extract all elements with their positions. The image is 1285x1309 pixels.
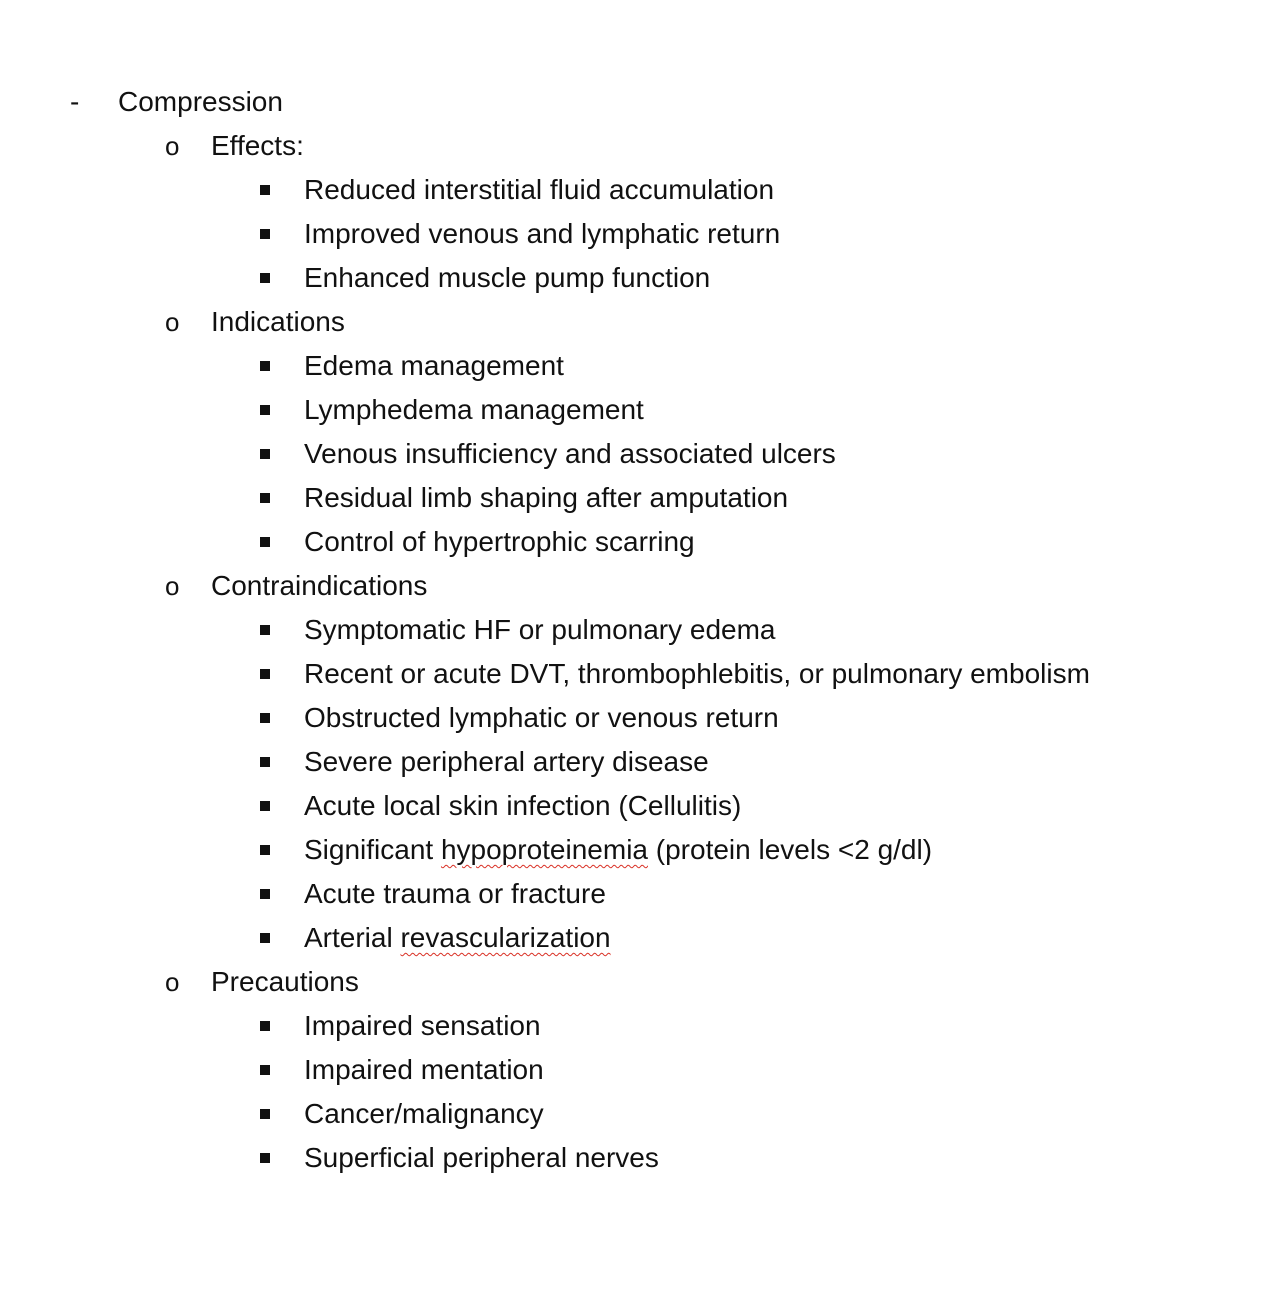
square-bullet-icon [260,669,270,679]
section-indications [0,300,1285,344]
list-item [0,872,1285,916]
list-item [0,476,1285,520]
section-title: Indications [211,306,345,337]
list-item [0,608,1285,652]
square-bullet-icon [260,801,270,811]
square-bullet-icon [260,757,270,767]
list-item [0,1136,1285,1180]
section-title: Effects: [211,130,304,161]
square-bullet-icon [260,1153,270,1163]
list-item [0,168,1285,212]
list-item-text: Venous insufficiency and associated ulcers [304,438,836,469]
circle-bullet: o [165,571,180,601]
misspelled-word[interactable]: hypoproteinemia [440,834,648,865]
list-item [0,388,1285,432]
list-item-text: Edema management [304,350,564,381]
circle-bullet: o [165,307,180,337]
circle-bullet: o [165,967,180,997]
list-item [0,212,1285,256]
list-item-text: Acute trauma or fracture [304,878,606,909]
heading-compression: Compression [118,86,283,117]
list-item-text: Enhanced muscle pump function [304,262,711,293]
list-item-text: Symptomatic HF or pulmonary edema [304,614,776,645]
list-item-text [304,828,932,872]
square-bullet-icon [260,537,270,547]
square-bullet-icon [260,361,270,371]
square-bullet-icon [260,713,270,723]
list-item-text: Superficial peripheral nerves [304,1142,659,1173]
square-bullet-icon [260,405,270,415]
list-item [0,652,1285,696]
list-item [0,1048,1285,1092]
list-item-text: Control of hypertrophic scarring [304,526,695,557]
misspelled-word[interactable]: revascularization [400,922,611,953]
list-item [0,1092,1285,1136]
list-item [0,740,1285,784]
circle-bullet: o [165,131,180,161]
square-bullet-icon [260,449,270,459]
list-item [0,784,1285,828]
square-bullet-icon [260,229,270,239]
list-item-text: Lymphedema management [304,394,644,425]
section-title: Precautions [211,966,359,997]
square-bullet-icon [260,933,270,943]
dash-bullet: - [70,86,80,117]
list-item [0,520,1285,564]
list-item [0,828,1285,872]
section-title: Contraindications [211,570,428,601]
list-item-text: Impaired sensation [304,1010,541,1041]
section-effects [0,124,1285,168]
section-contraindications [0,564,1285,608]
square-bullet-icon [260,1109,270,1119]
square-bullet-icon [260,493,270,503]
list-item [0,432,1285,476]
square-bullet-icon [260,1021,270,1031]
list-item [0,1004,1285,1048]
square-bullet-icon [260,889,270,899]
list-item [0,344,1285,388]
list-item [0,916,1285,960]
outline-level1-item [0,80,1285,124]
list-item [0,256,1285,300]
list-item-text: Obstructed lymphatic or venous return [304,702,779,733]
list-item-text: Severe peripheral artery disease [304,746,709,777]
list-item-text: Improved venous and lymphatic return [304,218,781,249]
square-bullet-icon [260,845,270,855]
list-item-text: Recent or acute DVT, thrombophlebitis, or pulmonary embolism [304,658,1090,689]
list-item-text: Reduced interstitial fluid accumulation [304,174,775,205]
list-item [0,696,1285,740]
document-page [0,80,1285,1180]
list-item-text: Impaired mentation [304,1054,544,1085]
list-item-text [304,916,611,960]
text-run: Arterial [304,922,401,953]
section-precautions [0,960,1285,1004]
list-item-text: Cancer/malignancy [304,1098,544,1129]
square-bullet-icon [260,273,270,283]
square-bullet-icon [260,1065,270,1075]
square-bullet-icon [260,625,270,635]
list-item-text: Residual limb shaping after amputation [304,482,789,513]
text-run: Significant [304,834,441,865]
text-run: (protein levels <2 g/dl) [648,834,933,865]
square-bullet-icon [260,185,270,195]
list-item-text: Acute local skin infection (Cellulitis) [304,790,742,821]
